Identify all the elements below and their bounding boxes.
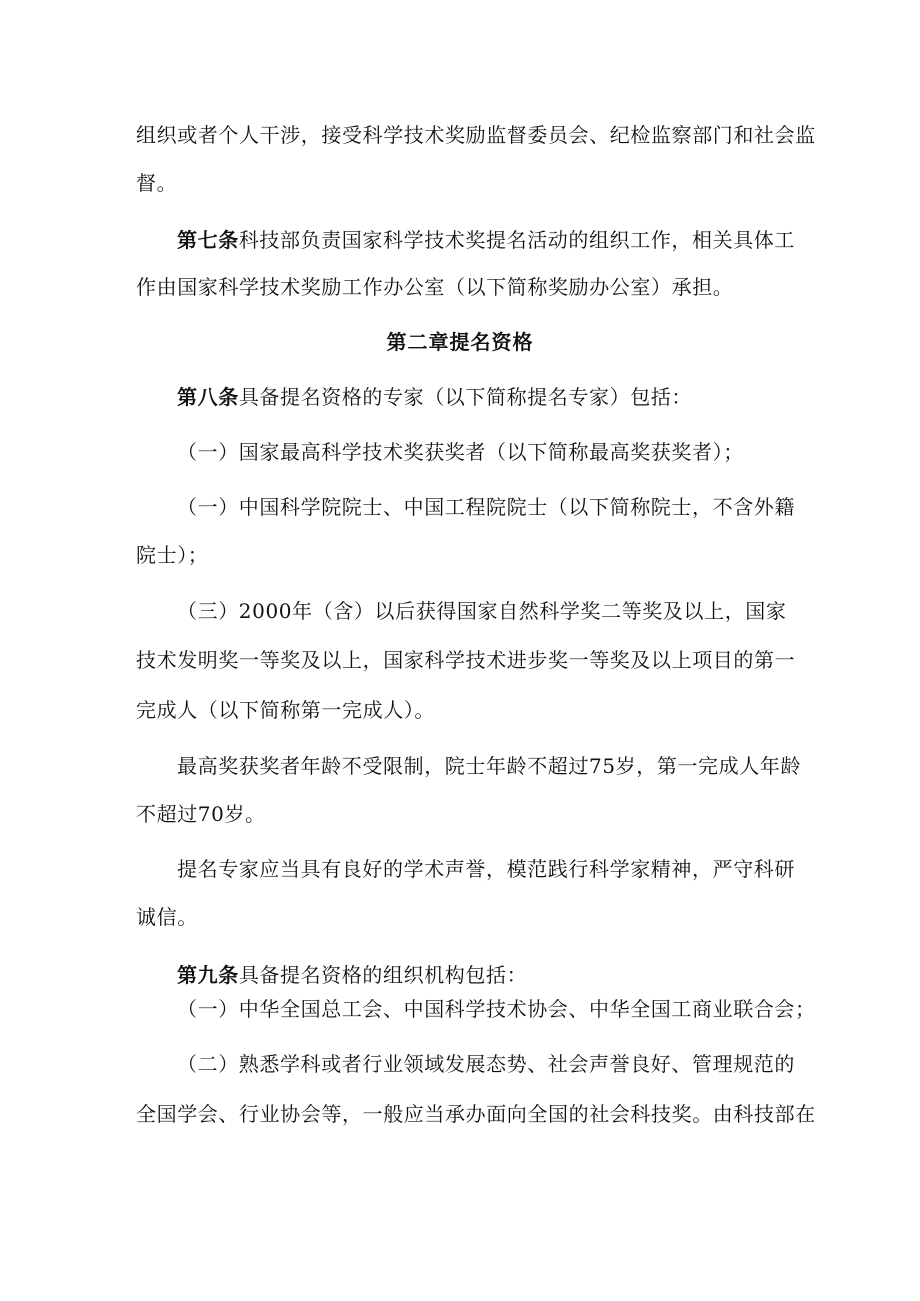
paragraph-line bbox=[136, 273, 733, 301]
line-text: 技术发明奖一等奖及以上，国家科学技术进步奖一等奖及以上项目的第一 bbox=[136, 648, 796, 672]
line-text: （二）熟悉学科或者行业领域发展态势、社会声誉良好、管理规范的 bbox=[177, 1052, 795, 1076]
paragraph-line bbox=[136, 169, 177, 197]
paragraph-line bbox=[136, 541, 208, 569]
article-7-line bbox=[177, 226, 795, 254]
line-text: 科技部负责国家科学技术奖提名活动的组织工作，相关具体工 bbox=[238, 228, 796, 252]
chapter-heading: 第二章提名资格 bbox=[386, 330, 534, 354]
paragraph-line bbox=[177, 855, 795, 883]
line-text: 督。 bbox=[136, 171, 178, 195]
line-text: 具备提名资格的组织机构包括： bbox=[238, 963, 528, 987]
line-text: 院士）； bbox=[136, 543, 209, 567]
line-text: 具备提名资格的专家（以下简称提名专家）包括： bbox=[238, 385, 693, 409]
line-text: 提名专家应当具有良好的学术声誉，模范践行科学家精神，严守科研 bbox=[177, 857, 795, 881]
article-label: 第九条 bbox=[177, 963, 239, 987]
line-text: （一）中国科学院院士、中国工程院院士（以下简称院士，不含外籍 bbox=[177, 495, 795, 519]
article-9-line bbox=[177, 961, 527, 989]
line-text: 诚信。 bbox=[136, 905, 198, 929]
line-text: 组织或者个人干涉，接受科学技术奖励监督委员会、纪检监察部门和社会监 bbox=[136, 123, 816, 147]
paragraph-line bbox=[136, 800, 266, 828]
line-text: 不超过70岁。 bbox=[136, 802, 266, 826]
line-text: 最高奖获奖者年龄不受限制，院士年龄不超过75岁，第一完成人年龄 bbox=[177, 754, 802, 778]
paragraph-line bbox=[136, 903, 198, 931]
line-text: （三）2000年（含）以后获得国家自然科学奖二等奖及以上，国家 bbox=[177, 599, 787, 623]
list-item-line bbox=[177, 1050, 795, 1078]
paragraph-line bbox=[177, 752, 801, 780]
list-item-line bbox=[177, 438, 744, 466]
list-item-line bbox=[177, 995, 816, 1023]
line-text: （一）中华全国总工会、中国科学技术协会、中华全国工商业联合会； bbox=[177, 997, 816, 1021]
paragraph-line bbox=[136, 646, 795, 674]
line-text: 全国学会、行业协会等，一般应当承办面向全国的社会科技奖。由科技部在 bbox=[136, 1102, 816, 1126]
paragraph-line bbox=[136, 121, 816, 149]
list-item-line bbox=[177, 597, 787, 625]
article-label: 第八条 bbox=[177, 385, 239, 409]
article-label: 第七条 bbox=[177, 228, 239, 252]
list-item-line bbox=[177, 493, 795, 521]
paragraph-line bbox=[136, 1100, 816, 1128]
article-8-line bbox=[177, 383, 692, 411]
line-text: 完成人（以下简称第一完成人）。 bbox=[136, 698, 435, 722]
line-text: （一）国家最高科学技术奖获奖者（以下简称最高奖获奖者）； bbox=[177, 440, 744, 464]
paragraph-line bbox=[136, 696, 435, 724]
line-text: 作由国家科学技术奖励工作办公室（以下简称奖励办公室）承担。 bbox=[136, 275, 734, 299]
